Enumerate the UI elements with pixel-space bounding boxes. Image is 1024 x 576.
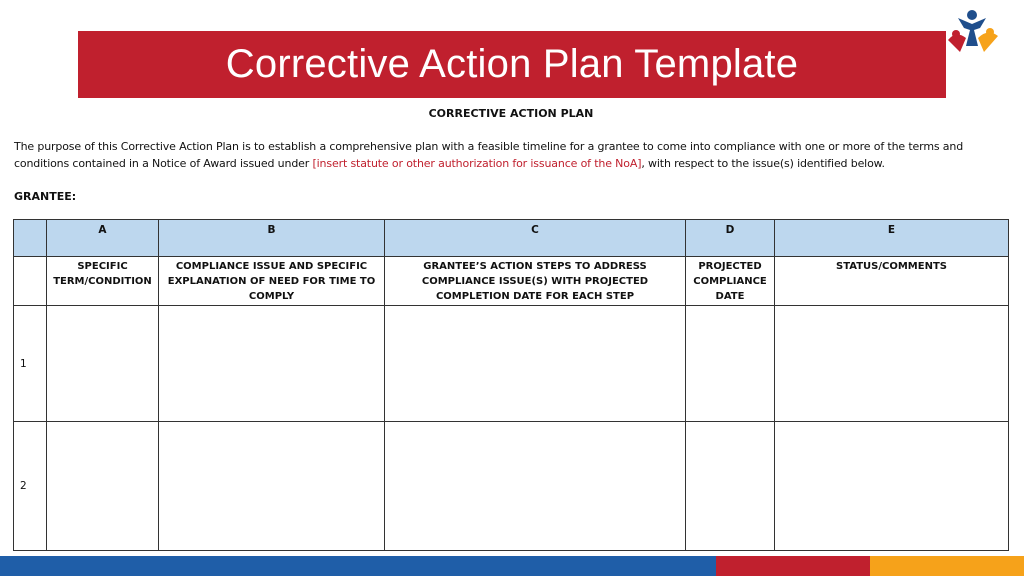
header-status-comments: STATUS/COMMENTS	[775, 257, 1009, 306]
grantee-label: GRANTEE:	[14, 190, 77, 203]
column-letter-d: D	[686, 220, 775, 257]
column-header-row	[14, 257, 1009, 306]
table-row	[14, 422, 1009, 551]
slide-title: Corrective Action Plan Template	[225, 42, 799, 86]
document-heading: CORRECTIVE ACTION PLAN	[428, 107, 594, 120]
table-cell[interactable]	[686, 422, 775, 551]
column-letter-c: C	[385, 220, 686, 257]
corner-cell	[14, 220, 47, 257]
footer-bar-red	[716, 556, 870, 576]
footer-bar-orange	[870, 556, 1024, 576]
people-logo-icon	[944, 8, 1000, 56]
row-number: 1	[14, 306, 47, 422]
header-action-steps: GRANTEE’S ACTION STEPS TO ADDRESS COMPLIANCE ISSUE(S) WITH PROJECTED COMPLETION DATE FOR EACH STEP	[385, 257, 686, 306]
column-letter-a: A	[47, 220, 159, 257]
table-cell[interactable]	[385, 306, 686, 422]
purpose-text-start: The purpose of this Corrective Action Plan is to establish a comprehensive plan with a feasible timeline for a grantee to come into compliance with one or more of the terms and conditions contained in a Notice of Award issued under	[14, 140, 964, 170]
purpose-insert-placeholder: [insert statute or other authorization for issuance of the NoA]	[312, 157, 642, 170]
header-compliance-issue: COMPLIANCE ISSUE AND SPECIFIC EXPLANATION OF NEED FOR TIME TO COMPLY	[159, 257, 385, 306]
corrective-action-table	[13, 219, 1009, 551]
table-cell[interactable]	[159, 306, 385, 422]
header-corner-cell	[14, 257, 47, 306]
table-cell[interactable]	[775, 306, 1009, 422]
footer-bar-blue	[0, 556, 716, 576]
header-specific-term: SPECIFIC TERM/CONDITION	[47, 257, 159, 306]
title-banner	[78, 31, 946, 98]
table-cell[interactable]	[159, 422, 385, 551]
column-letter-e: E	[775, 220, 1009, 257]
column-letter-b: B	[159, 220, 385, 257]
purpose-text-end: , with respect to the issue(s) identified below.	[641, 157, 885, 170]
table-cell[interactable]	[686, 306, 775, 422]
column-letter-row	[14, 220, 1009, 257]
table-cell[interactable]	[47, 306, 159, 422]
table-cell[interactable]	[775, 422, 1009, 551]
table-cell[interactable]	[47, 422, 159, 551]
table-row	[14, 306, 1009, 422]
header-projected-date: PROJECTED COMPLIANCE DATE	[686, 257, 775, 306]
table-cell[interactable]	[385, 422, 686, 551]
purpose-paragraph	[14, 138, 1014, 172]
row-number: 2	[14, 422, 47, 551]
